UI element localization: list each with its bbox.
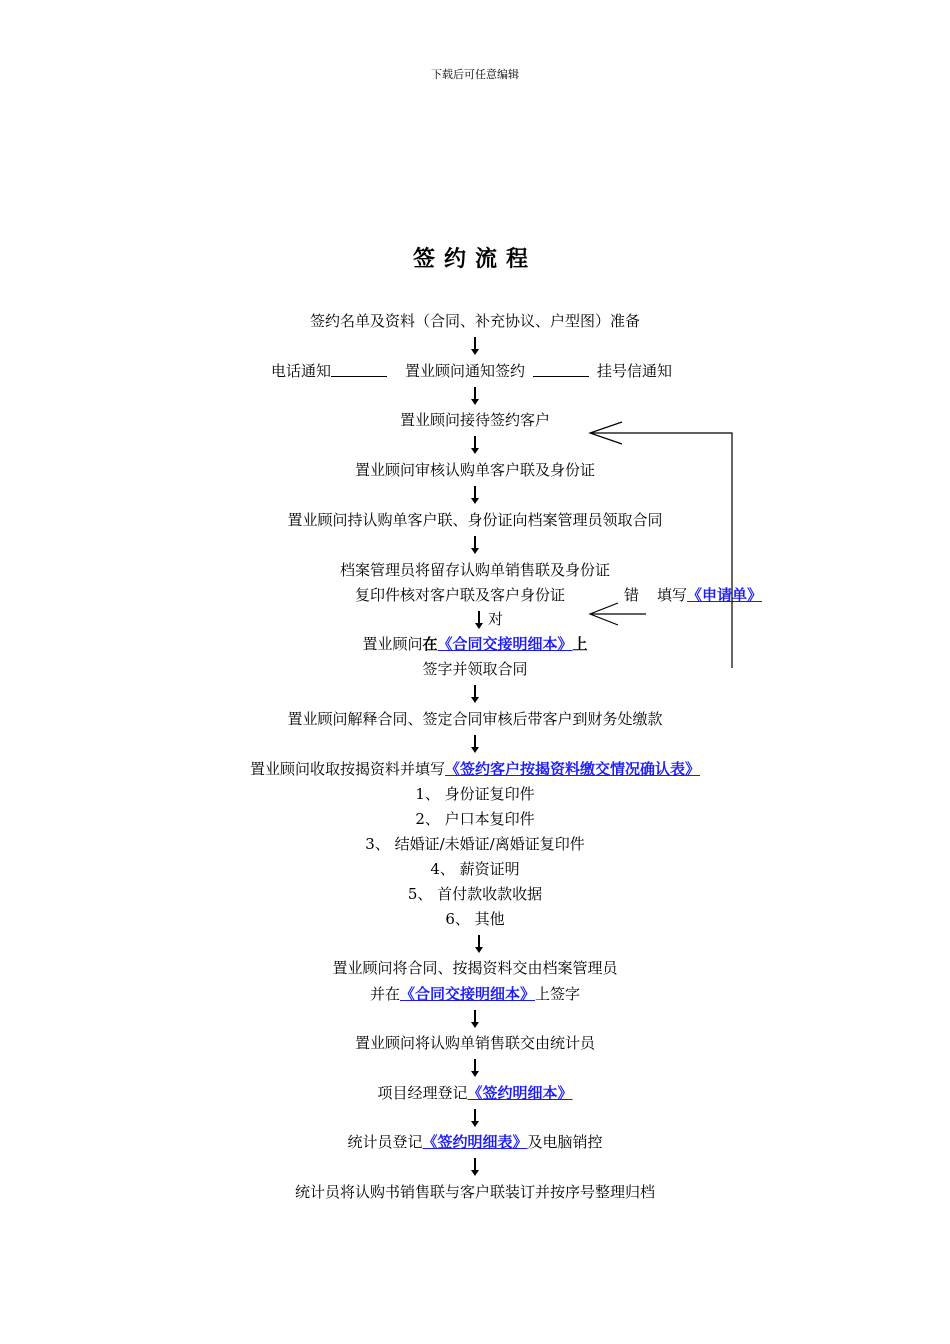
handover-book-link[interactable]: 《合同交接明细本》 — [437, 635, 573, 653]
step-sign-line2: 签字并领取合同 — [422, 660, 528, 678]
doc-item: 5、 首付款收款收据 — [407, 885, 543, 903]
doc-item: 1、 身份证复印件 — [415, 785, 535, 803]
step-prepare: 签约名单及资料（合同、补充协议、户型图）准备 — [309, 312, 640, 330]
step-archive-check-line1: 档案管理员将留存认购单销售联及身份证 — [339, 561, 610, 579]
doc-item: 3、 结婚证/未婚证/离婚证复印件 — [365, 835, 585, 853]
contract-book-link[interactable]: 《签约明细本》 — [467, 1084, 573, 1102]
step-handover-line1: 置业顾问将合同、按揭资料交由档案管理员 — [332, 959, 618, 977]
handover-suffix: 上签字 — [535, 985, 581, 1003]
fill-label: 填写 — [657, 586, 688, 604]
stat-register-suffix: 及电脑销控 — [527, 1133, 603, 1151]
step-phone-notice: 电话通知 — [271, 362, 332, 380]
handover-prefix: 并在 — [369, 985, 400, 1003]
page-title: 签约流程 — [412, 246, 537, 272]
right-label: 对 — [488, 610, 504, 628]
mortgage-form-link[interactable]: 《签约客户按揭资料缴交情况确认表》 — [445, 760, 701, 778]
application-form-link[interactable]: 《申请单》 — [687, 586, 763, 604]
step-archive-check-line2: 复印件核对客户联及客户身份证 — [355, 586, 566, 604]
step-to-statistician: 置业顾问将认购单销售联交由统计员 — [354, 1034, 595, 1052]
loop-back-line — [592, 433, 732, 668]
wrong-label: 错 — [624, 586, 640, 604]
doc-item: 6、 其他 — [445, 910, 505, 928]
sign-at: 在 — [422, 635, 438, 653]
sign-suffix: 上 — [572, 635, 588, 653]
header-note: 下载后可任意编辑 — [431, 68, 519, 81]
step-explain: 置业顾问解释合同、签定合同审核后带客户到财务处缴款 — [287, 710, 663, 728]
contract-table-link[interactable]: 《签约明细表》 — [422, 1133, 528, 1151]
handover-book-link-2[interactable]: 《合同交接明细本》 — [399, 985, 535, 1003]
doc-item: 4、 薪资证明 — [430, 860, 520, 878]
pm-register-prefix: 项目经理登记 — [377, 1084, 468, 1102]
collect-prefix: 置业顾问收取按揭资料并填写 — [249, 760, 445, 778]
doc-item: 2、 户口本复印件 — [415, 810, 535, 828]
sign-prefix: 置业顾问 — [362, 635, 423, 653]
step-receive-client: 置业顾问接待签约客户 — [399, 411, 550, 429]
step-registered-letter: 挂号信通知 — [597, 362, 673, 380]
step-get-contract: 置业顾问持认购单客户联、身份证向档案管理员领取合同 — [287, 511, 663, 529]
step-review-id: 置业顾问审核认购单客户联及身份证 — [354, 461, 595, 479]
stat-register-prefix: 统计员登记 — [347, 1133, 423, 1151]
step-consultant-notice: 置业顾问通知签约 — [405, 362, 526, 380]
step-archive-final: 统计员将认购书销售联与客户联装订并按序号整理归档 — [294, 1183, 655, 1201]
